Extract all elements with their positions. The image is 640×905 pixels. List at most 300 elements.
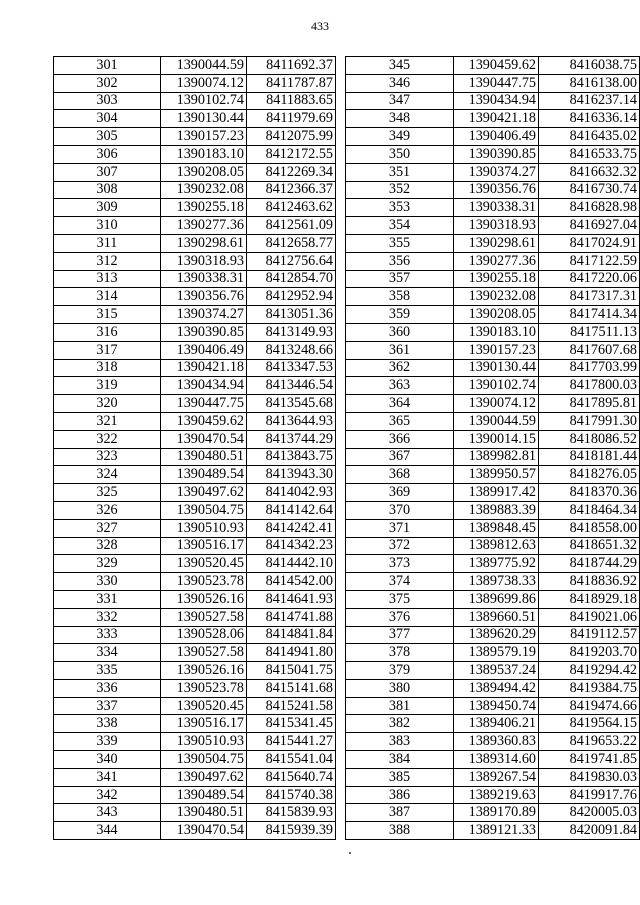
y-coordinate-cell: 8418836.92	[539, 573, 640, 591]
point-number-cell: 312	[54, 252, 161, 270]
x-coordinate-cell: 1390318.93	[454, 217, 539, 235]
y-coordinate-cell: 8414442.10	[247, 555, 336, 573]
table-row	[54, 288, 336, 306]
y-coordinate-cell: 8413446.54	[247, 377, 336, 395]
x-coordinate-cell: 1390356.76	[161, 288, 247, 306]
x-coordinate-cell: 1390523.78	[161, 573, 247, 591]
y-coordinate-cell: 8417703.99	[539, 359, 640, 377]
point-number-cell: 373	[346, 555, 454, 573]
x-coordinate-cell: 1390102.74	[454, 377, 539, 395]
y-coordinate-cell: 8419021.06	[539, 608, 640, 626]
table-row	[54, 377, 336, 395]
x-coordinate-cell: 1390102.74	[161, 92, 247, 110]
x-coordinate-cell: 1390489.54	[161, 466, 247, 484]
table-row	[346, 590, 640, 608]
table-row	[54, 484, 336, 502]
x-coordinate-cell: 1390516.17	[161, 537, 247, 555]
page-number: 433	[311, 19, 329, 33]
point-number-cell: 359	[346, 306, 454, 324]
table-row	[54, 163, 336, 181]
point-number-cell: 368	[346, 466, 454, 484]
x-coordinate-cell: 1390527.58	[161, 608, 247, 626]
point-number-cell: 315	[54, 306, 161, 324]
y-coordinate-cell: 8419741.85	[539, 751, 640, 769]
y-coordinate-cell: 8417991.30	[539, 412, 640, 430]
coordinates-table-left	[53, 56, 336, 840]
point-number-cell: 325	[54, 484, 161, 502]
table-row	[54, 715, 336, 733]
table-row	[346, 751, 640, 769]
point-number-cell: 360	[346, 323, 454, 341]
y-coordinate-cell: 8418744.29	[539, 555, 640, 573]
y-coordinate-cell: 8416730.74	[539, 181, 640, 199]
x-coordinate-cell: 1390183.10	[161, 145, 247, 163]
y-coordinate-cell: 8417800.03	[539, 377, 640, 395]
y-coordinate-cell: 8412658.77	[247, 234, 336, 252]
table-row	[346, 679, 640, 697]
x-coordinate-cell: 1390318.93	[161, 252, 247, 270]
table-row	[346, 341, 640, 359]
y-coordinate-cell: 8417511.13	[539, 323, 640, 341]
y-coordinate-cell: 8415541.04	[247, 751, 336, 769]
y-coordinate-cell: 8417220.06	[539, 270, 640, 288]
y-coordinate-cell: 8414042.93	[247, 484, 336, 502]
x-coordinate-cell: 1390470.54	[161, 430, 247, 448]
point-number-cell: 338	[54, 715, 161, 733]
table-row	[346, 234, 640, 252]
y-coordinate-cell: 8417024.91	[539, 234, 640, 252]
table-row	[346, 537, 640, 555]
table-row	[54, 768, 336, 786]
x-coordinate-cell: 1390459.62	[161, 412, 247, 430]
table-row	[54, 466, 336, 484]
table-row	[346, 822, 640, 840]
x-coordinate-cell: 1389917.42	[454, 484, 539, 502]
point-number-cell: 301	[54, 57, 161, 75]
y-coordinate-cell: 8419474.66	[539, 697, 640, 715]
y-coordinate-cell: 8415241.58	[247, 697, 336, 715]
x-coordinate-cell: 1390183.10	[454, 323, 539, 341]
table-row	[54, 786, 336, 804]
point-number-cell: 351	[346, 163, 454, 181]
point-number-cell: 308	[54, 181, 161, 199]
y-coordinate-cell: 8416435.02	[539, 128, 640, 146]
y-coordinate-cell: 8413149.93	[247, 323, 336, 341]
x-coordinate-cell: 1390014.15	[454, 430, 539, 448]
point-number-cell: 348	[346, 110, 454, 128]
x-coordinate-cell: 1389219.63	[454, 786, 539, 804]
point-number-cell: 386	[346, 786, 454, 804]
y-coordinate-cell: 8413545.68	[247, 395, 336, 413]
x-coordinate-cell: 1389812.63	[454, 537, 539, 555]
y-coordinate-cell: 8414242.41	[247, 519, 336, 537]
point-number-cell: 335	[54, 662, 161, 680]
y-coordinate-cell: 8419384.75	[539, 679, 640, 697]
y-coordinate-cell: 8419830.03	[539, 768, 640, 786]
point-number-cell: 370	[346, 501, 454, 519]
point-number-cell: 349	[346, 128, 454, 146]
point-number-cell: 342	[54, 786, 161, 804]
x-coordinate-cell: 1390298.61	[454, 234, 539, 252]
table-row	[346, 395, 640, 413]
x-coordinate-cell: 1389579.19	[454, 644, 539, 662]
point-number-cell: 381	[346, 697, 454, 715]
x-coordinate-cell: 1390421.18	[454, 110, 539, 128]
y-coordinate-cell: 8413347.53	[247, 359, 336, 377]
y-coordinate-cell: 8413744.29	[247, 430, 336, 448]
point-number-cell: 352	[346, 181, 454, 199]
y-coordinate-cell: 8414142.64	[247, 501, 336, 519]
x-coordinate-cell: 1390044.59	[161, 57, 247, 75]
y-coordinate-cell: 8412756.64	[247, 252, 336, 270]
y-coordinate-cell: 8416138.00	[539, 74, 640, 92]
table-row	[54, 270, 336, 288]
y-coordinate-cell: 8412075.99	[247, 128, 336, 146]
point-number-cell: 384	[346, 751, 454, 769]
x-coordinate-cell: 1390526.16	[161, 662, 247, 680]
x-coordinate-cell: 1390504.75	[161, 501, 247, 519]
table-row	[346, 555, 640, 573]
table-row	[346, 359, 640, 377]
x-coordinate-cell: 1390434.94	[161, 377, 247, 395]
x-coordinate-cell: 1390497.62	[161, 768, 247, 786]
table-row	[346, 181, 640, 199]
table-row	[346, 110, 640, 128]
table-row	[54, 573, 336, 591]
point-number-cell: 378	[346, 644, 454, 662]
x-coordinate-cell: 1390526.16	[161, 590, 247, 608]
point-number-cell: 365	[346, 412, 454, 430]
point-number-cell: 382	[346, 715, 454, 733]
y-coordinate-cell: 8412854.70	[247, 270, 336, 288]
y-coordinate-cell: 8417895.81	[539, 395, 640, 413]
y-coordinate-cell: 8415141.68	[247, 679, 336, 697]
table-row	[346, 145, 640, 163]
table-row	[346, 519, 640, 537]
point-number-cell: 366	[346, 430, 454, 448]
table-row	[54, 359, 336, 377]
y-coordinate-cell: 8415041.75	[247, 662, 336, 680]
point-number-cell: 309	[54, 199, 161, 217]
table-row	[346, 484, 640, 502]
x-coordinate-cell: 1389170.89	[454, 804, 539, 822]
table-row	[346, 662, 640, 680]
y-coordinate-cell: 8412463.62	[247, 199, 336, 217]
x-coordinate-cell: 1390523.78	[161, 679, 247, 697]
table-row	[54, 733, 336, 751]
y-coordinate-cell: 8412561.09	[247, 217, 336, 235]
point-number-cell: 380	[346, 679, 454, 697]
point-number-cell: 324	[54, 466, 161, 484]
point-number-cell: 337	[54, 697, 161, 715]
x-coordinate-cell: 1390157.23	[454, 341, 539, 359]
point-number-cell: 345	[346, 57, 454, 75]
y-coordinate-cell: 8416237.14	[539, 92, 640, 110]
table-row	[54, 679, 336, 697]
y-coordinate-cell: 8414941.80	[247, 644, 336, 662]
table-row	[346, 448, 640, 466]
x-coordinate-cell: 1389267.54	[454, 768, 539, 786]
x-coordinate-cell: 1390390.85	[161, 323, 247, 341]
y-coordinate-cell: 8415939.39	[247, 822, 336, 840]
table-row	[54, 74, 336, 92]
table-row	[54, 537, 336, 555]
point-number-cell: 334	[54, 644, 161, 662]
table-row	[346, 306, 640, 324]
x-coordinate-cell: 1390510.93	[161, 733, 247, 751]
x-coordinate-cell: 1389620.29	[454, 626, 539, 644]
point-number-cell: 330	[54, 573, 161, 591]
table-row	[346, 466, 640, 484]
x-coordinate-cell: 1390390.85	[454, 145, 539, 163]
x-coordinate-cell: 1390470.54	[161, 822, 247, 840]
x-coordinate-cell: 1390447.75	[454, 74, 539, 92]
y-coordinate-cell: 8417122.59	[539, 252, 640, 270]
table-row	[346, 786, 640, 804]
point-number-cell: 346	[346, 74, 454, 92]
x-coordinate-cell: 1390489.54	[161, 786, 247, 804]
table-row	[54, 306, 336, 324]
point-number-cell: 388	[346, 822, 454, 840]
point-number-cell: 375	[346, 590, 454, 608]
y-coordinate-cell: 8412269.34	[247, 163, 336, 181]
table-body-left	[54, 57, 336, 840]
y-coordinate-cell: 8419917.76	[539, 786, 640, 804]
point-number-cell: 329	[54, 555, 161, 573]
point-number-cell: 353	[346, 199, 454, 217]
point-number-cell: 385	[346, 768, 454, 786]
point-number-cell: 367	[346, 448, 454, 466]
point-number-cell: 350	[346, 145, 454, 163]
point-number-cell: 316	[54, 323, 161, 341]
y-coordinate-cell: 8418276.05	[539, 466, 640, 484]
table-row	[346, 199, 640, 217]
table-row	[54, 57, 336, 75]
x-coordinate-cell: 1390528.06	[161, 626, 247, 644]
point-number-cell: 333	[54, 626, 161, 644]
x-coordinate-cell: 1390374.27	[161, 306, 247, 324]
table-row	[54, 430, 336, 448]
x-coordinate-cell: 1390298.61	[161, 234, 247, 252]
table-row	[54, 252, 336, 270]
x-coordinate-cell: 1390074.12	[454, 395, 539, 413]
point-number-cell: 311	[54, 234, 161, 252]
point-number-cell: 387	[346, 804, 454, 822]
x-coordinate-cell: 1389450.74	[454, 697, 539, 715]
x-coordinate-cell: 1390356.76	[454, 181, 539, 199]
x-coordinate-cell: 1390421.18	[161, 359, 247, 377]
point-number-cell: 372	[346, 537, 454, 555]
y-coordinate-cell: 8418181.44	[539, 448, 640, 466]
point-number-cell: 322	[54, 430, 161, 448]
table-row	[54, 626, 336, 644]
y-coordinate-cell: 8419294.42	[539, 662, 640, 680]
table-row	[54, 697, 336, 715]
point-number-cell: 358	[346, 288, 454, 306]
y-coordinate-cell: 8418086.52	[539, 430, 640, 448]
point-number-cell: 336	[54, 679, 161, 697]
y-coordinate-cell: 8415640.74	[247, 768, 336, 786]
x-coordinate-cell: 1389406.21	[454, 715, 539, 733]
table-row	[54, 234, 336, 252]
y-coordinate-cell: 8411883.65	[247, 92, 336, 110]
point-number-cell: 364	[346, 395, 454, 413]
table-row	[346, 768, 640, 786]
y-coordinate-cell: 8420091.84	[539, 822, 640, 840]
table-row	[54, 608, 336, 626]
y-coordinate-cell: 8414542.00	[247, 573, 336, 591]
point-number-cell: 328	[54, 537, 161, 555]
x-coordinate-cell: 1390527.58	[161, 644, 247, 662]
table-row	[54, 323, 336, 341]
x-coordinate-cell: 1390255.18	[161, 199, 247, 217]
y-coordinate-cell: 8417607.68	[539, 341, 640, 359]
point-number-cell: 318	[54, 359, 161, 377]
table-row	[346, 501, 640, 519]
point-number-cell: 371	[346, 519, 454, 537]
y-coordinate-cell: 8416828.98	[539, 199, 640, 217]
point-number-cell: 332	[54, 608, 161, 626]
table-row	[54, 590, 336, 608]
point-number-cell: 343	[54, 804, 161, 822]
point-number-cell: 319	[54, 377, 161, 395]
point-number-cell: 354	[346, 217, 454, 235]
x-coordinate-cell: 1390044.59	[454, 412, 539, 430]
point-number-cell: 369	[346, 484, 454, 502]
x-coordinate-cell: 1389738.33	[454, 573, 539, 591]
table-row	[54, 199, 336, 217]
x-coordinate-cell: 1389314.60	[454, 751, 539, 769]
x-coordinate-cell: 1390130.44	[161, 110, 247, 128]
y-coordinate-cell: 8415740.38	[247, 786, 336, 804]
x-coordinate-cell: 1390459.62	[454, 57, 539, 75]
y-coordinate-cell: 8413248.66	[247, 341, 336, 359]
y-coordinate-cell: 8414641.93	[247, 590, 336, 608]
point-number-cell: 303	[54, 92, 161, 110]
point-number-cell: 347	[346, 92, 454, 110]
y-coordinate-cell: 8415441.27	[247, 733, 336, 751]
y-coordinate-cell: 8417414.34	[539, 306, 640, 324]
table-row	[54, 751, 336, 769]
table-row	[346, 697, 640, 715]
point-number-cell: 357	[346, 270, 454, 288]
point-number-cell: 310	[54, 217, 161, 235]
y-coordinate-cell: 8412366.37	[247, 181, 336, 199]
y-coordinate-cell: 8414342.23	[247, 537, 336, 555]
point-number-cell: 320	[54, 395, 161, 413]
table-row	[346, 288, 640, 306]
table-row	[54, 519, 336, 537]
table-row	[54, 110, 336, 128]
x-coordinate-cell: 1389950.57	[454, 466, 539, 484]
y-coordinate-cell: 8418651.32	[539, 537, 640, 555]
point-number-cell: 376	[346, 608, 454, 626]
point-number-cell: 304	[54, 110, 161, 128]
x-coordinate-cell: 1390277.36	[454, 252, 539, 270]
table-row	[54, 128, 336, 146]
y-coordinate-cell: 8414841.84	[247, 626, 336, 644]
x-coordinate-cell: 1390338.31	[161, 270, 247, 288]
x-coordinate-cell: 1390497.62	[161, 484, 247, 502]
x-coordinate-cell: 1390157.23	[161, 128, 247, 146]
y-coordinate-cell: 8420005.03	[539, 804, 640, 822]
x-coordinate-cell: 1390277.36	[161, 217, 247, 235]
table-row	[54, 92, 336, 110]
y-coordinate-cell: 8418558.00	[539, 519, 640, 537]
point-number-cell: 361	[346, 341, 454, 359]
y-coordinate-cell: 8419203.70	[539, 644, 640, 662]
point-number-cell: 379	[346, 662, 454, 680]
x-coordinate-cell: 1390504.75	[161, 751, 247, 769]
x-coordinate-cell: 1390447.75	[161, 395, 247, 413]
x-coordinate-cell: 1389660.51	[454, 608, 539, 626]
y-coordinate-cell: 8416038.75	[539, 57, 640, 75]
table-row	[54, 412, 336, 430]
table-row	[346, 323, 640, 341]
x-coordinate-cell: 1389121.33	[454, 822, 539, 840]
y-coordinate-cell: 8418370.36	[539, 484, 640, 502]
table-row	[54, 448, 336, 466]
table-body-right	[346, 57, 640, 840]
table-row	[54, 181, 336, 199]
table-row	[346, 252, 640, 270]
table-row	[346, 430, 640, 448]
x-coordinate-cell: 1389537.24	[454, 662, 539, 680]
scan-speck	[349, 852, 351, 854]
point-number-cell: 326	[54, 501, 161, 519]
x-coordinate-cell: 1390516.17	[161, 715, 247, 733]
x-coordinate-cell: 1390406.49	[161, 341, 247, 359]
y-coordinate-cell: 8419653.22	[539, 733, 640, 751]
y-coordinate-cell: 8413644.93	[247, 412, 336, 430]
table-row	[54, 145, 336, 163]
point-number-cell: 363	[346, 377, 454, 395]
table-row	[346, 733, 640, 751]
table-row	[54, 395, 336, 413]
table-row	[346, 163, 640, 181]
table-row	[346, 804, 640, 822]
point-number-cell: 331	[54, 590, 161, 608]
y-coordinate-cell: 8412952.94	[247, 288, 336, 306]
y-coordinate-cell: 8411692.37	[247, 57, 336, 75]
y-coordinate-cell: 8416533.75	[539, 145, 640, 163]
y-coordinate-cell: 8414741.88	[247, 608, 336, 626]
x-coordinate-cell: 1390374.27	[454, 163, 539, 181]
y-coordinate-cell: 8411979.69	[247, 110, 336, 128]
point-number-cell: 374	[346, 573, 454, 591]
y-coordinate-cell: 8418464.34	[539, 501, 640, 519]
table-row	[346, 217, 640, 235]
table-row	[54, 644, 336, 662]
point-number-cell: 344	[54, 822, 161, 840]
point-number-cell: 306	[54, 145, 161, 163]
point-number-cell: 305	[54, 128, 161, 146]
table-row	[54, 555, 336, 573]
x-coordinate-cell: 1390232.08	[454, 288, 539, 306]
x-coordinate-cell: 1390338.31	[454, 199, 539, 217]
x-coordinate-cell: 1390074.12	[161, 74, 247, 92]
table-row	[54, 501, 336, 519]
point-number-cell: 327	[54, 519, 161, 537]
table-row	[54, 822, 336, 840]
point-number-cell: 317	[54, 341, 161, 359]
y-coordinate-cell: 8412172.55	[247, 145, 336, 163]
table-row	[54, 341, 336, 359]
y-coordinate-cell: 8413843.75	[247, 448, 336, 466]
x-coordinate-cell: 1389848.45	[454, 519, 539, 537]
x-coordinate-cell: 1390208.05	[454, 306, 539, 324]
table-row	[54, 804, 336, 822]
